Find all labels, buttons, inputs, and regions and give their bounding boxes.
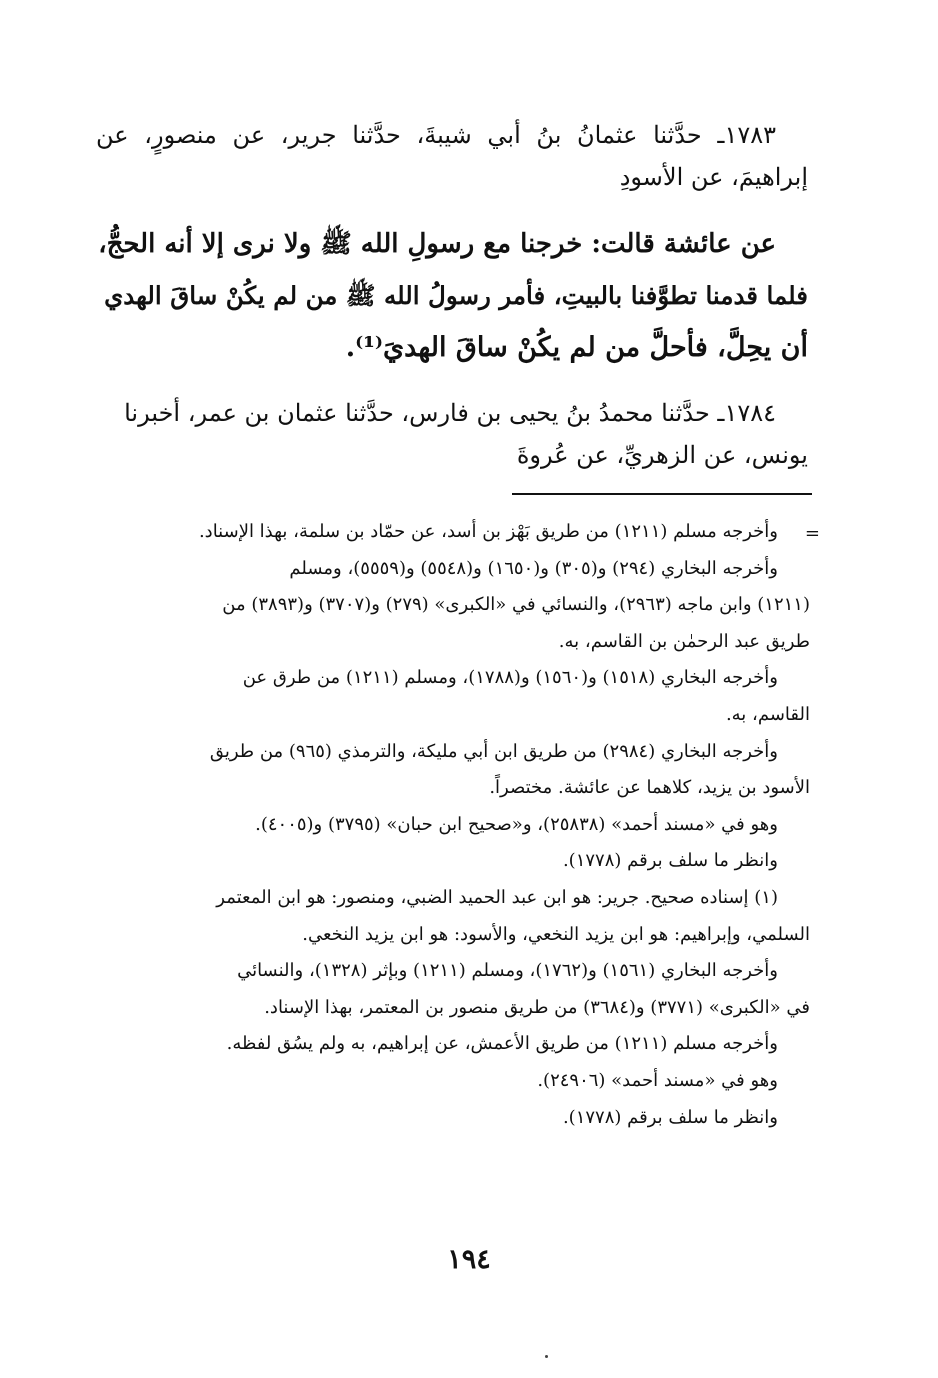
hadith-1783-isnad-line-2: إبراهيمَ، عن الأسودِ [619,163,808,191]
footnote-line: القاسم، به. [725,703,810,725]
footnote-separator [512,493,812,495]
hadith-1784-isnad [96,392,808,476]
footnote-line: وأخرجه مسلم (١٢١١) من طريق بَهْز بن أسد، عن حمّاد بن سلمة، بهذا الإسناد. [198,521,778,542]
hadith-1783-matn [96,218,808,374]
hadith-1783-matn-line-1: عن عائشة قالت: خرجنا مع رسولِ الله ﷺ ولا نرى إلا أنه الحجُّ، [98,229,776,259]
page-number: ١٩٤ [447,1244,491,1275]
footnote-line: في «الكبرى» (٣٧٧١) و(٣٦٨٤) من طريق منصور بن المعتمر، بهذا الإسناد. [264,996,810,1018]
footnote-line: وهو في «مسند أحمد» (٢٤٩٠٦). [537,1069,778,1091]
footnote-line: الأسود بن يزيد، كلاهما عن عائشة. مختصراً. [489,777,810,799]
hadith-1783-matn-line-3: أن يحِلَّ، فأحلَّ من لم يكُنْ ساقَ الهديَ⁽¹⁾. [345,332,808,363]
scan-speck [545,1355,548,1358]
footnote-line: وأخرجه البخاري (١٥٦١) و(١٧٦٢)، ومسلم (١٢١١) وبإثر (١٣٢٨)، والنسائي [237,960,778,982]
footnote-line: وأخرجه مسلم (١٢١١) من طريق الأعمش، عن إبراهيم، به ولم يسُق لفظه. [226,1033,778,1055]
footnote-line: (١) إسناده صحيح. جرير: هو ابن عبد الحميد الضبي، ومنصور: هو ابن المعتمر [216,886,778,908]
footnote-line: وانظر ما سلف برقم (١٧٧٨). [562,1106,778,1128]
footnote-continuation-mark: = [804,523,820,544]
hadith-1784-isnad-line-1: ١٧٨٤ـ حدَّثنا محمدُ بنُ يحيى بن فارس، حدَّثنا عثمان بن عمر، أخبرنا [124,399,776,427]
hadith-1783-isnad-line-1: ١٧٨٣ـ حدَّثنا عثمانُ بنُ أبي شيبةَ، حدَّثنا جرير، عن منصورٍ، عن [96,121,776,149]
hadith-1783-matn-line-2: فلما قدمنا تطوَّفنا بالبيتِ، فأمر رسولُ الله ﷺ من لم يكُنْ ساقَ الهدي [104,281,808,310]
footnotes [98,514,810,1136]
footnote-line: وأخرجه البخاري (٢٩٨٤) من طريق ابن أبي مليكة، والترمذي (٩٦٥) من طريق [209,740,778,762]
footnote-line: وأخرجه البخاري (١٥١٨) و(١٥٦٠) و(١٧٨٨)، ومسلم (١٢١١) من طرق عن [242,667,778,689]
footnote-line: وأخرجه البخاري (٢٩٤) و(٣٠٥) و(١٦٥٠) و(٥٥٤٨) و(٥٥٥٩)، ومسلم [289,557,778,579]
footnote-line: طريق عبد الرحمٰن بن القاسم، به. [558,630,810,652]
footnote-line: وهو في «مسند أحمد» (٢٥٨٣٨)، و«صحيح ابن حبان» (٣٧٩٥) و(٤٠٠٥). [255,813,778,835]
footnote-line: السلمي، وإبراهيم: هو ابن يزيد النخعي، والأسود: هو ابن يزيد النخعي. [302,923,810,945]
footnote-line: (١٢١١) وابن ماجه (٢٩٦٣)، والنسائي في «الكبرى» (٢٧٩) و(٣٧٠٧) و(٣٨٩٣) من [222,594,810,616]
hadith-1783-isnad [96,114,808,198]
hadith-1784-isnad-line-2: يونس، عن الزهريِّ، عن عُروةَ [516,441,808,469]
footnote-line: وانظر ما سلف برقم (١٧٧٨). [562,850,778,872]
